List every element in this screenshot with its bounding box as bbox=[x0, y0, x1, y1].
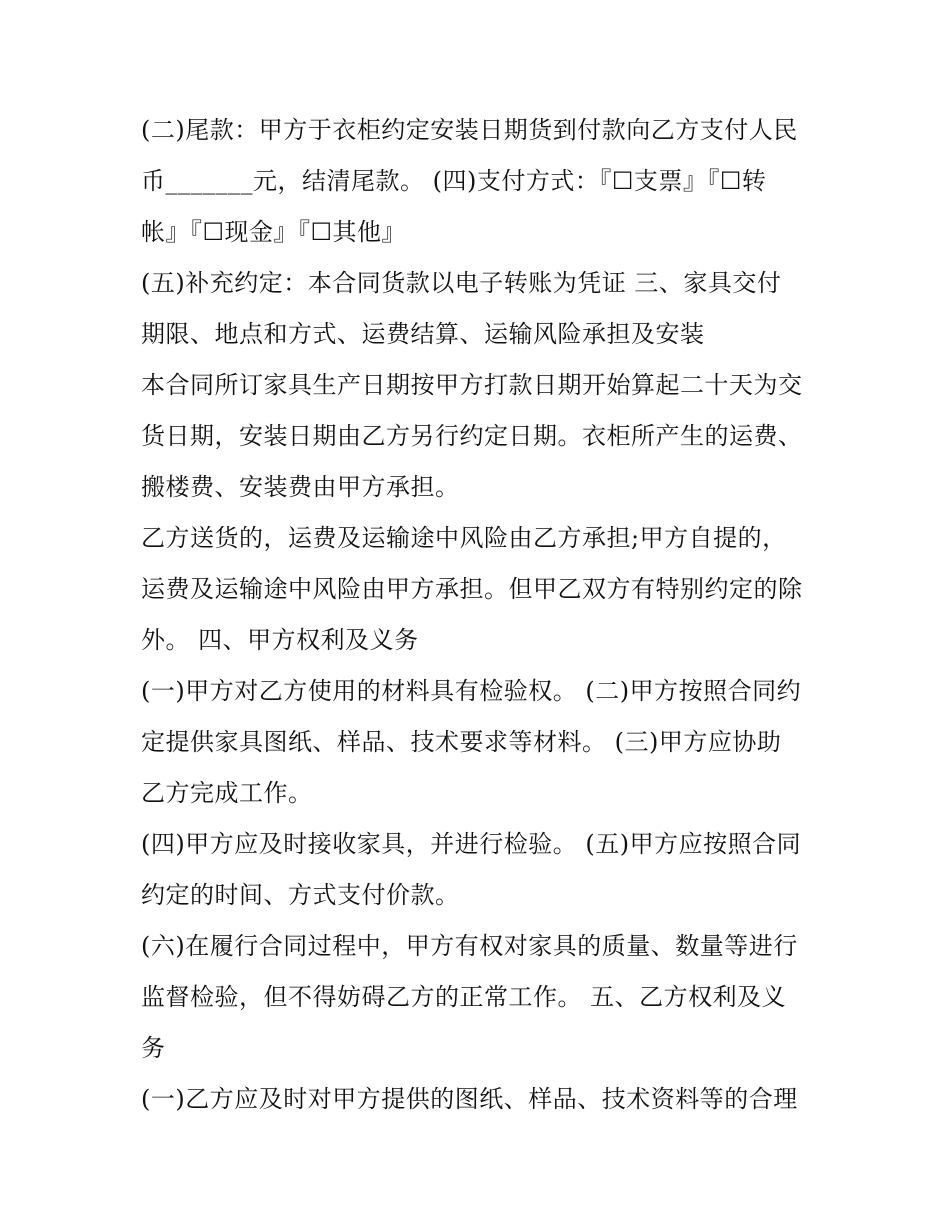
text-line: 乙方送货的，运费及运输途中风险由乙方承担;甲方自提的， bbox=[141, 524, 787, 552]
contract-text-body bbox=[141, 108, 831, 1128]
text-line: 帐』『☐现金』『☐其他』 bbox=[141, 218, 407, 246]
text-line: 监督检验，但不得妨碍乙方的正常工作。 五、乙方权利及义 bbox=[141, 983, 787, 1011]
text-line: (一)甲方对乙方使用的材料具有检验权。 (二)甲方按照合同约 bbox=[141, 677, 802, 705]
text-line: (四)甲方应及时接收家具，并进行检验。 (五)甲方应按照合同 bbox=[141, 830, 802, 858]
text-line: (五)补充约定：本合同货款以电子转账为凭证 三、家具交付 bbox=[141, 269, 782, 297]
text-line: (六)在履行合同过程中，甲方有权对家具的质量、数量等进行 bbox=[141, 932, 798, 960]
text-line: 本合同所订家具生产日期按甲方打款日期开始算起二十天为交 bbox=[141, 371, 803, 399]
text-line: 乙方完成工作。 bbox=[141, 779, 313, 807]
text-line: 搬楼费、安装费由甲方承担。 bbox=[141, 473, 460, 501]
text-line: 约定的时间、方式支付价款。 bbox=[141, 881, 460, 909]
text-line: 务 bbox=[141, 1034, 166, 1062]
text-line: 货日期，安装日期由乙方另行约定日期。衣柜所产生的运费、 bbox=[141, 422, 803, 450]
text-line: 外。 四、甲方权利及义务 bbox=[141, 626, 419, 654]
text-line: 定提供家具图纸、样品、技术要求等材料。 (三)甲方应协助 bbox=[141, 728, 782, 756]
text-line: (二)尾款：甲方于衣柜约定安装日期货到付款向乙方支付人民 bbox=[141, 116, 798, 144]
text-line: 币_______元，结清尾款。 (四)支付方式：『☐支票』『☐转 bbox=[141, 167, 767, 195]
text-line: (一)乙方应及时对甲方提供的图纸、样品、技术资料等的合理 bbox=[141, 1085, 798, 1113]
text-line: 运费及运输途中风险由甲方承担。但甲乙双方有特别约定的除 bbox=[141, 575, 803, 603]
text-line: 期限、地点和方式、运费结算、运输风险承担及安装 bbox=[141, 320, 705, 348]
